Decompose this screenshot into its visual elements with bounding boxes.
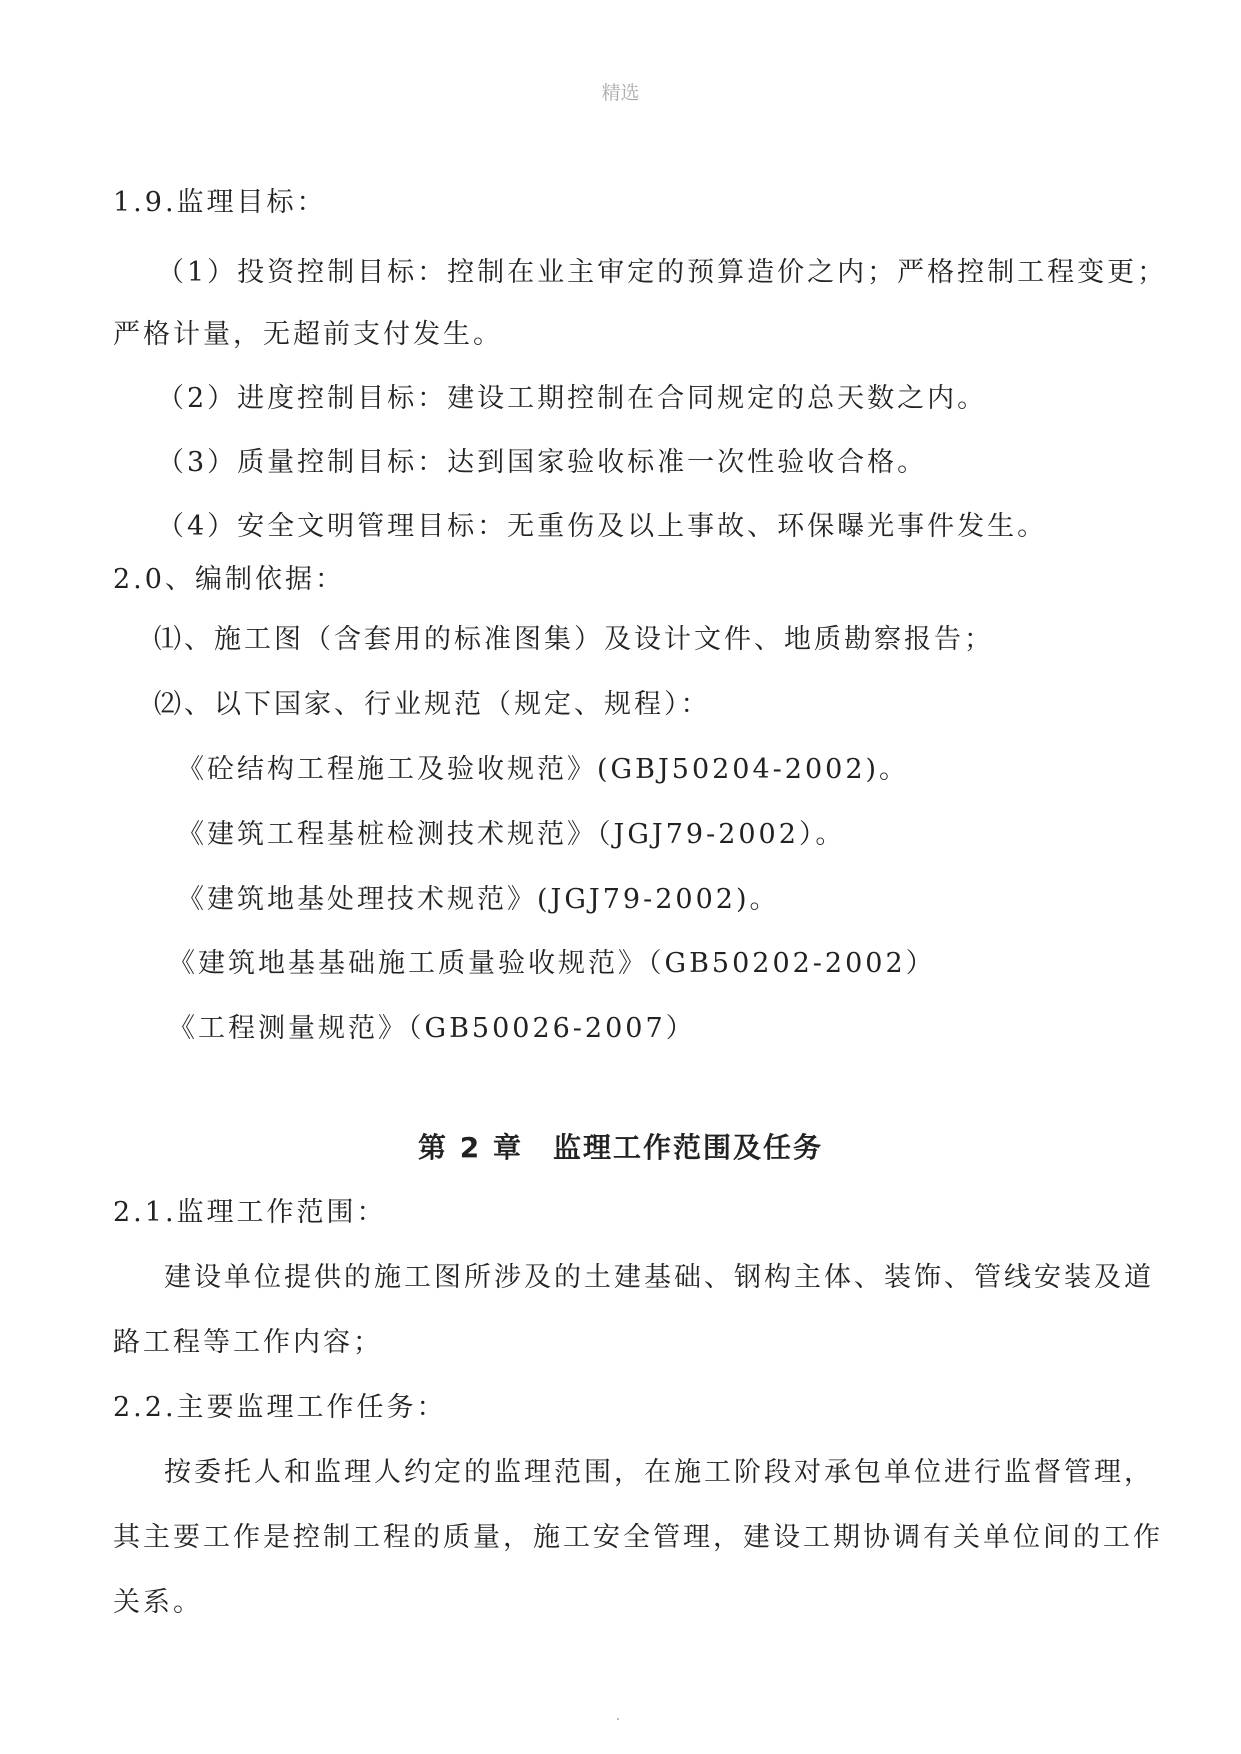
footer-dot <box>617 1718 619 1720</box>
basis-item-1: ⑴、施工图（含套用的标准图集）及设计文件、地质勘察报告； <box>154 624 994 655</box>
standard-item: 《工程测量规范》（GB50026-2007） <box>168 1013 696 1044</box>
standard-item: 《建筑地基处理技术规范》(JGJ79-2002)。 <box>177 884 780 915</box>
investment-goal-line2: 严格计量，无超前支付发生。 <box>113 319 503 350</box>
schedule-goal: （2）进度控制目标：建设工期控制在合同规定的总天数之内。 <box>157 383 988 414</box>
scope-line2: 路工程等工作内容； <box>113 1327 383 1358</box>
tasks-line1: 按委托人和监理人约定的监理范围，在施工阶段对承包单位进行监督管理， <box>164 1457 1154 1488</box>
standard-item: 《砼结构工程施工及验收规范》(GBJ50204-2002)。 <box>177 754 910 785</box>
chapter-heading: 第 2 章 监理工作范围及任务 <box>418 1131 823 1164</box>
investment-goal-line1: （1）投资控制目标：控制在业主审定的预算造价之内；严格控制工程变更； <box>157 257 1168 288</box>
standard-item: 《建筑工程基桩检测技术规范》（JGJ79-2002）。 <box>177 819 846 850</box>
section-1-9-title: 1.9.监理目标： <box>113 187 327 218</box>
tasks-line2: 其主要工作是控制工程的质量，施工安全管理，建设工期协调有关单位间的工作 <box>113 1522 1163 1553</box>
basis-item-2: ⑵、以下国家、行业规范（规定、规程）： <box>154 689 711 720</box>
quality-goal: （3）质量控制目标：达到国家验收标准一次性验收合格。 <box>157 447 928 478</box>
section-2-0-title: 2.0、编制依据： <box>113 564 345 595</box>
safety-goal: （4）安全文明管理目标：无重伤及以上事故、环保曝光事件发生。 <box>157 511 1048 542</box>
scope-line1: 建设单位提供的施工图所涉及的土建基础、钢构主体、装饰、管线安装及道 <box>164 1262 1154 1293</box>
section-2-1-title: 2.1.监理工作范围： <box>113 1197 387 1228</box>
tasks-line3: 关系。 <box>113 1587 203 1618</box>
page-header-mark: 精选 <box>601 82 640 104</box>
standard-item: 《建筑地基基础施工质量验收规范》（GB50202-2002） <box>168 948 936 979</box>
section-2-2-title: 2.2.主要监理工作任务： <box>113 1392 447 1423</box>
